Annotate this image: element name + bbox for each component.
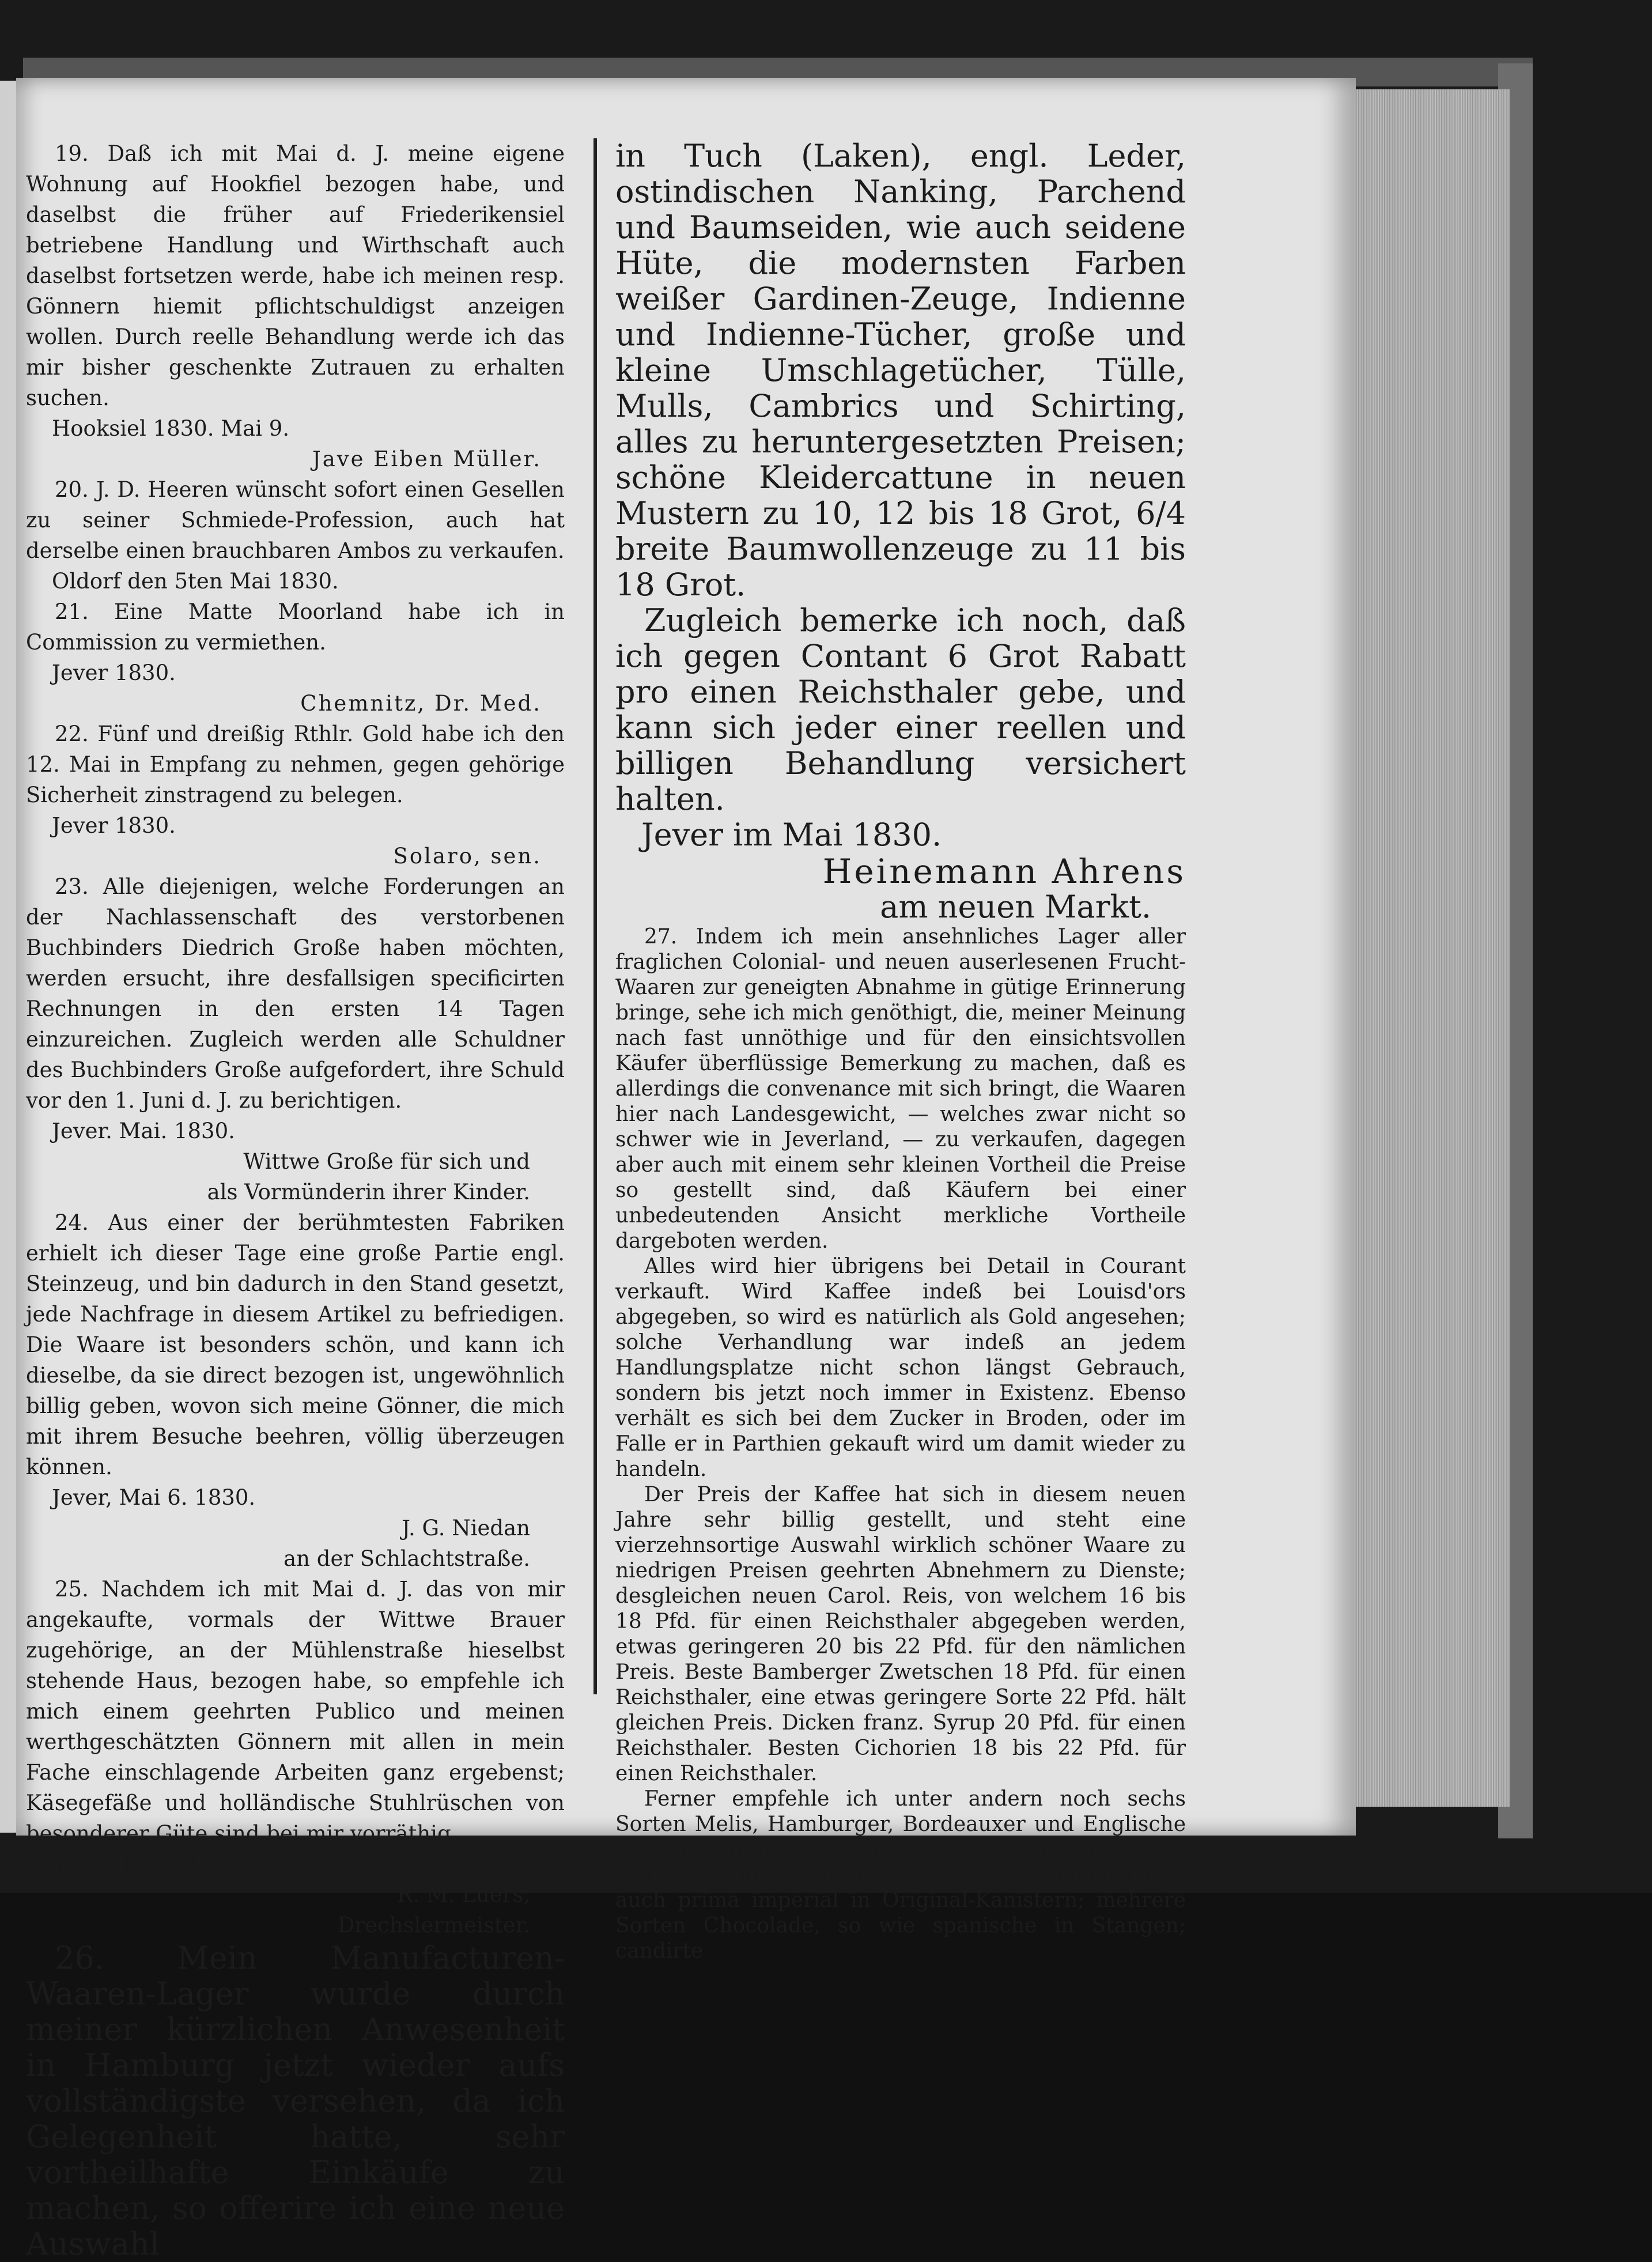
notice-24: 24. Aus einer der berühmtesten Fabriken erhielt ich dieser Tage eine große Partie engl. Steinzeug, und bin dadurch in den Stand gesetzt, jede Nachfrage in diesem Artikel zu befriedigen. Die Waare ist besonders schön, und kann ich dieselbe, da sie direct bezogen ist, ungewöhnlich billig geben, wovon sich meine Gönner, die mich mit ihrem Besuche beehren, völlig überzeugen können. xyxy=(26,1210,565,1479)
notice-19: 19. Daß ich mit Mai d. J. meine eigene Wohnung auf Hookfiel bezogen habe, und daselbst die früher auf Friederikensiel betriebene Handlung und Wirthschaft auch daselbst fortsetzen werde, habe ich meinen resp. Gönnern hiemit pflichtschuldigst anzeigen wollen. Durch reelle Behandlung werde ich das mir bisher geschenkte Zutrauen zu erhalten suchen. xyxy=(26,141,565,410)
notice-20: 20. J. D. Heeren wünscht sofort einen Gesellen zu seiner Schmiede-Profession, auch hat derselbe einen brauchbaren Ambos zu verkaufen. xyxy=(26,477,565,563)
notice-26-paragraph-2: Zugleich bemerke ich noch, daß ich gegen Contant 6 Grot Rabatt pro einen Reichsthaler gebe, und kann sich jeder einer reellen und billigen Behandlung versichert halten. xyxy=(615,602,1186,817)
notice-23-place: Jever. Mai. 1830. xyxy=(52,1119,235,1143)
notice-26-signature-line2: am neuen Markt. xyxy=(880,889,1151,925)
right-column xyxy=(615,138,1186,1964)
notice-26-continuation: in Tuch (Laken), engl. Leder, ostindischen Nanking, Parchend und Baumseiden, wie auch seidene Hüte, die modernsten Farben weißer Gardinen-Zeuge, Indienne und Indienne-Tücher, große und kleine Umschlagetücher, Tülle, Mulls, Cambrics und Schirting, alles zu heruntergesetzten Preisen; schöne Kleidercattune in neuen Mustern zu 10, 12 bis 18 Grot, 6/4 breite Baumwollenzeuge zu 11 bis 18 Grot. xyxy=(615,138,1186,603)
notice-22-signature: Solaro, sen. xyxy=(393,844,542,868)
notice-26-large-continued xyxy=(615,138,1186,853)
notice-24-signature-line1: J. G. Niedan xyxy=(402,1516,530,1540)
notice-20-place: Oldorf den 5ten Mai 1830. xyxy=(52,569,339,594)
notice-27: 27. Indem ich mein ansehnliches Lager aller fraglichen Colonial- und neuen auserlesenen Frucht-Waaren zur geneigten Abnahme in gütige Erinnerung bringe, sehe ich mich genöthigt, die, meiner Meinung nach fast unnöthige und für den einsichtsvollen Käufer überflüssige Bemerkung zu machen, daß es allerdings die convenance mit sich bringt, die Waaren hier nach Landesgewicht, — welches zwar nicht so schwer wie in Jeverland, — zu verkaufen, dagegen aber auch mit einem sehr kleinen Vortheil die Preise so gestellt sind, daß Käufern bei einer unbedeutenden Ansicht merkliche Vortheile dargeboten werden. xyxy=(615,925,1186,1253)
notice-23: 23. Alle diejenigen, welche Forderungen an der Nachlassenschaft des verstorbenen Buchbinders Diedrich Große haben möchten, werden ersucht, ihre desfallsigen specificirten Rechnungen in den ersten 14 Tagen einzureichen. Zugleich werden alle Schuldner des Buchbinders Große aufgefordert, ihre Schuld vor den 1. Juni d. J. zu berichtigen. xyxy=(26,874,565,1113)
notice-24-place: Jever, Mai 6. 1830. xyxy=(52,1485,256,1510)
notice-25: 25. Nachdem ich mit Mai d. J. das von mir angekaufte, vormals der Wittwe Brauer zugehörige, an der Mühlenstraße hieselbst stehende Haus, bezogen habe, so empfehle ich mich einem geehrten Publico und meinen werthgeschätzten Gönnern mit allen in mein Fache einschlagende Arbeiten ganz ergebenst; Käsegefäße und holländische Stuhlrüschen von besonderer Güte sind bei mir vorräthig. xyxy=(26,1577,565,1846)
notice-19-signature: Jave Eiben Müller. xyxy=(312,447,542,471)
notice-25-signature-line2: Drechslermeister. xyxy=(337,1913,530,1938)
notice-26-large-start xyxy=(26,1940,565,2262)
notice-25-signature-line1: R. M. Lüers, xyxy=(396,1882,530,1907)
notice-27-paragraph-4: Ferner empfehle ich unter andern noch sechs Sorten Melis, Hamburger, Bordeauxer und Englische Krystall-Raffinade, weißen, gelben, braunen und braunen ordinären Candis; zehn Sorten feinen Thee, auch prima imperial in Original-Kanistern; mehrere Sorten Chocolade, so wie spanische in Stangen; candirte xyxy=(615,1787,1186,1963)
notice-26-start: 26. Mein Manufacturen-Waaren-Lager wurde durch meiner kürzlichen Anwesenheit in Hamburg jetzt wieder aufs vollständigste versehen, da ich Gelegenheit hatte, sehr vortheilhafte Einkäufe zu machen, so offerire ich eine neue Auswahl xyxy=(26,1940,565,2262)
notice-23-signature-line1: Wittwe Große für sich und xyxy=(243,1149,530,1174)
notice-22-place: Jever 1830. xyxy=(52,813,176,838)
notice-19-place: Hooksiel 1830. Mai 9. xyxy=(52,416,290,441)
column-divider xyxy=(593,138,597,1694)
left-column xyxy=(26,138,565,2262)
notice-21-signature: Chemnitz, Dr. Med. xyxy=(300,691,542,716)
notice-27-paragraph-2: Alles wird hier übrigens bei Detail in Courant verkauft. Wird Kaffee indeß bei Louisd'ors abgegeben, so wird es natürlich als Gold angesehen; solche Verhandlung war indeß an jedem Handlungsplatze nicht schon längst Gebrauch, sondern bis jetzt noch immer in Existenz. Ebenso verhält es sich bei dem Zucker in Broden, oder im Falle er in Parthien gekauft wird um damit wieder zu handeln. xyxy=(615,1255,1186,1481)
notice-26-place: Jever im Mai 1830. xyxy=(641,817,942,853)
notice-21: 21. Eine Matte Moorland habe ich in Commission zu vermiethen. xyxy=(26,599,565,655)
notice-23-signature-line2: als Vormünderin ihrer Kinder. xyxy=(207,1180,530,1204)
notice-25-place: Jever 1830. Mai 4. xyxy=(52,1852,251,1876)
notice-22: 22. Fünf und dreißig Rthlr. Gold habe ich den 12. Mai in Empfang zu nehmen, gegen gehörige Sicherheit zinstragend zu belegen. xyxy=(26,722,565,807)
notice-24-signature-line2: an der Schlachtstraße. xyxy=(283,1546,530,1571)
notice-27-block xyxy=(615,924,1186,1964)
page-edges xyxy=(1343,89,1510,1807)
notice-26-signature-line1: Heinemann Ahrens xyxy=(822,852,1186,891)
notice-27-paragraph-3: Der Preis der Kaffee hat sich in diesem neuen Jahre sehr billig gestellt, und steht eine vierzehnsortige Auswahl wirklich schöner Waare zu niedrigen Preisen geehrten Abnehmern zu Dienste; desgleichen neuen Carol. Reis, von welchem 16 bis 18 Pfd. für einen Reichsthaler abgegeben werden, etwas geringeren 20 bis 22 Pfd. für den nämlichen Preis. Beste Bamberger Zwetschen 18 Pfd. für einen Reichsthaler, eine etwas geringere Sorte 22 Pfd. hält gleichen Preis. Dicken franz. Syrup 20 Pfd. für einen Reichsthaler. Besten Cichorien 18 bis 22 Pfd. für einen Reichsthaler. xyxy=(615,1483,1186,1785)
notice-21-place: Jever 1830. xyxy=(52,660,176,685)
